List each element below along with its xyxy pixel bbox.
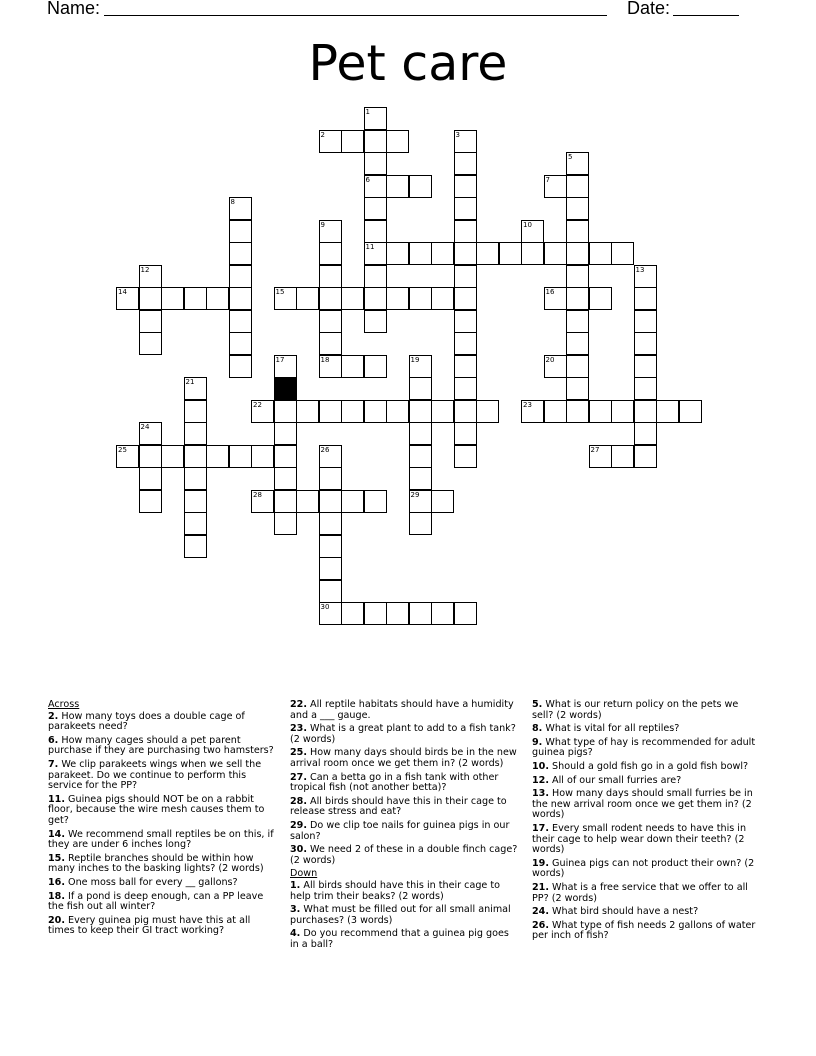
grid-cell[interactable] <box>184 287 207 310</box>
grid-cell[interactable] <box>364 197 387 220</box>
grid-cell[interactable] <box>319 130 342 153</box>
across-clue <box>48 760 276 792</box>
grid-cell[interactable] <box>184 422 207 445</box>
grid-cell[interactable] <box>566 197 589 220</box>
down-clue <box>532 921 760 942</box>
clue-number-label: 7. <box>48 758 59 770</box>
grid-cell[interactable] <box>454 265 477 288</box>
across-clue <box>48 878 276 889</box>
grid-cell[interactable] <box>431 400 454 423</box>
grid-cell[interactable] <box>566 355 589 378</box>
grid-cell[interactable] <box>544 355 567 378</box>
grid-cell[interactable] <box>229 197 252 220</box>
clue-number-label: 21. <box>532 881 549 893</box>
clue-number: 25 <box>118 445 127 454</box>
across-clue <box>48 892 276 913</box>
clue-text: Should a gold fish go in a gold fish bowl? <box>549 760 749 772</box>
grid-cell[interactable] <box>409 445 432 468</box>
across-clue <box>290 773 518 794</box>
grid-cell[interactable] <box>386 242 409 265</box>
grid-cell[interactable] <box>566 400 589 423</box>
grid-cell[interactable] <box>319 557 342 580</box>
clue-text: What is vital for all reptiles? <box>542 723 680 735</box>
clue-text: We recommend small reptiles be on this, if they are under 6 inches long? <box>48 828 274 851</box>
down-clue <box>532 724 760 735</box>
grid-cell[interactable] <box>319 265 342 288</box>
grid-cell[interactable] <box>229 287 252 310</box>
grid-cell[interactable] <box>589 445 612 468</box>
grid-cell[interactable] <box>364 265 387 288</box>
grid-cell[interactable] <box>409 400 432 423</box>
grid-cell[interactable] <box>319 220 342 243</box>
grid-cell[interactable] <box>634 332 657 355</box>
grid-cell[interactable] <box>319 580 342 603</box>
clue-number-label: 13. <box>532 788 549 800</box>
grid-cell[interactable] <box>364 602 387 625</box>
clue-number: 30 <box>320 603 330 611</box>
clue-number: 5 <box>568 153 573 161</box>
grid-cell[interactable] <box>634 445 657 468</box>
clue-text: What type of hay is recommended for adult guinea pigs? <box>532 736 756 759</box>
clue-number: 24 <box>140 423 150 431</box>
grid-cell[interactable] <box>274 400 297 423</box>
grid-cell[interactable] <box>229 445 252 468</box>
clue-number-label: 27. <box>290 771 307 783</box>
clue-number: 15 <box>275 288 285 296</box>
clues-column-2 <box>290 700 518 953</box>
grid-cell[interactable] <box>409 287 432 310</box>
grid-cell[interactable] <box>386 287 409 310</box>
clue-number: 20 <box>545 355 555 364</box>
clue-number: 18 <box>320 355 330 364</box>
grid-cell[interactable] <box>431 490 454 513</box>
black-square <box>274 377 297 400</box>
across-heading: Across <box>48 699 80 710</box>
grid-cell[interactable] <box>319 242 342 265</box>
clue-number-label: 23. <box>290 723 307 735</box>
grid-cell[interactable] <box>274 355 297 378</box>
grid-cell[interactable] <box>341 355 364 378</box>
grid-cell[interactable] <box>409 175 432 198</box>
clue-text: How many days should small furries be in the new arrival room once we get them in? (2 words) <box>532 788 753 821</box>
clue-number-label: 25. <box>290 747 307 759</box>
grid-cell[interactable] <box>431 242 454 265</box>
across-clue <box>48 854 276 875</box>
grid-cell[interactable] <box>229 310 252 333</box>
clue-number: 28 <box>253 490 262 499</box>
grid-cell[interactable] <box>274 445 297 468</box>
grid-cell[interactable] <box>116 287 139 310</box>
down-clue <box>532 859 760 880</box>
down-clue <box>290 905 518 926</box>
grid-cell[interactable] <box>409 377 432 400</box>
clue-number-label: 4. <box>290 928 301 940</box>
clue-number-label: 5. <box>532 699 543 710</box>
grid-cell[interactable] <box>139 287 162 310</box>
clue-text: Do we clip toe nails for guinea pigs in our salon? <box>290 819 510 842</box>
grid-cell[interactable] <box>589 242 612 265</box>
grid-cell[interactable] <box>454 377 477 400</box>
clue-number: 8 <box>230 198 235 206</box>
grid-cell[interactable] <box>454 220 477 243</box>
grid-cell[interactable] <box>544 400 567 423</box>
clue-text: Every small rodent needs to have this in their cage to help wear down their teeth? (2 words) <box>532 822 747 856</box>
grid-cell[interactable] <box>184 400 207 423</box>
clue-number: 2 <box>320 130 325 139</box>
grid-cell[interactable] <box>341 400 364 423</box>
grid-cell[interactable] <box>319 287 342 310</box>
clue-number: 6 <box>365 175 370 184</box>
grid-cell[interactable] <box>229 332 252 355</box>
grid-cell[interactable] <box>319 400 342 423</box>
grid-cell[interactable] <box>161 445 184 468</box>
grid-cell[interactable] <box>229 242 252 265</box>
grid-cell[interactable] <box>634 310 657 333</box>
grid-cell[interactable] <box>139 332 162 355</box>
puzzle-title: Pet care <box>308 35 508 92</box>
grid-cell[interactable] <box>454 355 477 378</box>
clue-number-label: 20. <box>48 914 65 926</box>
grid-cell[interactable] <box>116 445 139 468</box>
grid-cell[interactable] <box>454 242 477 265</box>
clue-number-label: 10. <box>532 760 549 772</box>
grid-cell[interactable] <box>566 377 589 400</box>
grid-cell[interactable] <box>139 467 162 490</box>
grid-cell[interactable] <box>409 512 432 535</box>
grid-cell[interactable] <box>566 152 589 175</box>
clue-number-label: 18. <box>48 890 65 902</box>
grid-cell[interactable] <box>296 287 319 310</box>
down-clue <box>532 883 760 904</box>
grid-cell[interactable] <box>139 445 162 468</box>
clue-number-label: 6. <box>48 734 59 746</box>
clue-number: 22 <box>253 400 262 409</box>
grid-cell[interactable] <box>364 130 387 153</box>
grid-cell[interactable] <box>454 130 477 153</box>
clue-text: If a pond is deep enough, can a PP leave the fish out all winter? <box>48 890 264 913</box>
grid-cell[interactable] <box>454 445 477 468</box>
across-clue <box>48 830 276 851</box>
down-clue <box>532 762 760 773</box>
grid-cell[interactable] <box>544 242 567 265</box>
clue-number: 9 <box>320 220 325 229</box>
grid-cell[interactable] <box>454 422 477 445</box>
clue-number-label: 22. <box>290 699 307 710</box>
across-clue <box>48 736 276 757</box>
grid-cell[interactable] <box>206 445 229 468</box>
grid-cell[interactable] <box>386 130 409 153</box>
clue-number: 1 <box>365 108 370 116</box>
clue-text: Every guinea pig must have this at all times to keep their GI tract working? <box>48 914 251 937</box>
grid-cell[interactable] <box>521 220 544 243</box>
grid-cell[interactable] <box>454 287 477 310</box>
grid-cell[interactable] <box>274 512 297 535</box>
grid-cell[interactable] <box>454 197 477 220</box>
grid-cell[interactable] <box>206 287 229 310</box>
grid-cell[interactable] <box>656 400 679 423</box>
down-clue <box>532 700 760 721</box>
grid-cell[interactable] <box>521 242 544 265</box>
grid-cell[interactable] <box>139 310 162 333</box>
clue-text: How many days should birds be in the new arrival room once we get them in? (2 words) <box>290 747 517 769</box>
grid-cell[interactable] <box>251 400 274 423</box>
down-heading: Down <box>290 868 318 880</box>
grid-cell[interactable] <box>274 422 297 445</box>
down-clue <box>532 776 760 787</box>
clue-number-label: 17. <box>532 822 549 834</box>
grid-cell[interactable] <box>521 400 544 423</box>
clue-text: All birds should have this in their cage to help trim their beaks? (2 words) <box>290 879 500 902</box>
grid-cell[interactable] <box>499 242 522 265</box>
grid-cell[interactable] <box>454 310 477 333</box>
clue-number-label: 2. <box>48 710 59 722</box>
down-clue <box>532 738 760 759</box>
grid-cell[interactable] <box>184 490 207 513</box>
clue-text: How many cages should a pet parent purchase if they are purchasing two hamsters? <box>48 734 274 757</box>
down-clue <box>290 881 518 902</box>
grid-cell[interactable] <box>386 400 409 423</box>
grid-cell[interactable] <box>454 175 477 198</box>
grid-cell[interactable] <box>161 287 184 310</box>
clue-text: One moss ball for every __ gallons? <box>65 876 238 888</box>
grid-cell[interactable] <box>454 152 477 175</box>
across-clue <box>290 748 518 769</box>
grid-cell[interactable] <box>566 265 589 288</box>
grid-cell[interactable] <box>611 400 634 423</box>
across-clue <box>290 797 518 818</box>
clue-text: Guinea pigs should NOT be on a rabbit floor, because the wire mesh causes them to get? <box>48 793 265 826</box>
clue-text: What type of fish needs 2 gallons of water per inch of fish? <box>532 919 756 942</box>
clue-text: What must be filled out for all small animal purchases? (3 words) <box>290 904 511 926</box>
clue-number: 27 <box>590 445 600 454</box>
across-clue <box>290 700 518 721</box>
clue-number: 23 <box>523 400 532 409</box>
grid-cell[interactable] <box>634 355 657 378</box>
grid-cell[interactable] <box>319 512 342 535</box>
grid-cell[interactable] <box>319 602 342 625</box>
grid-cell[interactable] <box>319 490 342 513</box>
grid-cell[interactable] <box>454 400 477 423</box>
grid-cell[interactable] <box>476 400 499 423</box>
clue-number: 19 <box>410 355 420 364</box>
grid-cell[interactable] <box>634 265 657 288</box>
grid-cell[interactable] <box>634 400 657 423</box>
clue-text: What bird should have a nest? <box>549 906 699 918</box>
grid-cell[interactable] <box>409 490 432 513</box>
name-label: Name: <box>47 0 101 18</box>
grid-cell[interactable] <box>611 445 634 468</box>
grid-cell[interactable] <box>296 400 319 423</box>
clue-number: 3 <box>455 130 460 139</box>
clues-column-1 <box>48 700 276 940</box>
grid-cell[interactable] <box>184 512 207 535</box>
clue-text: Do you recommend that a guinea pig goes in a ball? <box>290 928 509 950</box>
grid-cell[interactable] <box>364 242 387 265</box>
clue-number: 11 <box>365 243 375 251</box>
across-clue <box>290 845 518 866</box>
grid-cell[interactable] <box>544 287 567 310</box>
grid-cell[interactable] <box>319 445 342 468</box>
grid-cell[interactable] <box>431 602 454 625</box>
grid-cell[interactable] <box>386 602 409 625</box>
clue-text: All of our small furries are? <box>549 774 682 786</box>
clue-number-label: 24. <box>532 906 549 918</box>
down-clue <box>290 929 518 950</box>
grid-cell[interactable] <box>364 152 387 175</box>
grid-cell[interactable] <box>341 130 364 153</box>
grid-cell[interactable] <box>364 175 387 198</box>
grid-cell[interactable] <box>319 332 342 355</box>
clue-number-label: 11. <box>48 793 65 805</box>
grid-cell[interactable] <box>319 310 342 333</box>
grid-cell[interactable] <box>341 490 364 513</box>
grid-cell[interactable] <box>634 287 657 310</box>
clue-number: 12 <box>140 265 150 274</box>
grid-cell[interactable] <box>566 242 589 265</box>
clues-column-3 <box>532 700 760 945</box>
clue-text: Reptile branches should be within how many inches to the basking lights? (2 words) <box>48 852 264 875</box>
grid-cell[interactable] <box>544 175 567 198</box>
grid-cell[interactable] <box>566 175 589 198</box>
grid-cell[interactable] <box>409 242 432 265</box>
across-clue <box>48 795 276 827</box>
clue-number-label: 30. <box>290 844 307 856</box>
clue-text: What is a free service that we offer to all PP? (2 words) <box>532 881 748 904</box>
grid-cell[interactable] <box>139 422 162 445</box>
grid-cell[interactable] <box>296 490 319 513</box>
grid-cell[interactable] <box>589 287 612 310</box>
across-clue <box>48 916 276 937</box>
clue-text: All birds should have this in their cage to release stress and eat? <box>290 795 507 818</box>
grid-cell[interactable] <box>364 400 387 423</box>
grid-cell[interactable] <box>319 535 342 558</box>
grid-cell[interactable] <box>184 467 207 490</box>
grid-cell[interactable] <box>566 332 589 355</box>
clue-number: 13 <box>635 265 645 274</box>
grid-cell[interactable] <box>364 310 387 333</box>
grid-cell[interactable] <box>341 602 364 625</box>
clue-number: 29 <box>410 490 420 499</box>
down-clue <box>532 907 760 918</box>
clue-text: What is a great plant to add to a fish tank? (2 words) <box>290 723 516 745</box>
clue-number: 10 <box>523 220 532 229</box>
clue-number-label: 15. <box>48 852 65 864</box>
clue-number: 21 <box>185 378 195 386</box>
grid-cell[interactable] <box>274 287 297 310</box>
grid-cell[interactable] <box>634 377 657 400</box>
clue-number-label: 8. <box>532 723 543 735</box>
across-clue <box>290 724 518 745</box>
clue-number: 16 <box>545 288 555 296</box>
clue-text: We need 2 of these in a double finch cage? (2 words) <box>290 844 518 866</box>
grid-cell[interactable] <box>431 287 454 310</box>
grid-cell[interactable] <box>319 355 342 378</box>
clue-number-label: 9. <box>532 736 543 748</box>
grid-cell[interactable] <box>139 490 162 513</box>
grid-cell[interactable] <box>184 445 207 468</box>
clue-number-label: 28. <box>290 795 307 807</box>
grid-cell[interactable] <box>364 220 387 243</box>
grid-cell[interactable] <box>229 355 252 378</box>
clue-number-label: 12. <box>532 774 549 786</box>
clue-number-label: 19. <box>532 857 549 869</box>
down-clue <box>532 824 760 856</box>
grid-cell[interactable] <box>566 287 589 310</box>
clue-text: Can a betta go in a fish tank with other tropical fish (not another betta)? <box>290 771 499 794</box>
grid-cell[interactable] <box>184 535 207 558</box>
grid-cell[interactable] <box>566 310 589 333</box>
grid-cell[interactable] <box>386 175 409 198</box>
clue-number-label: 14. <box>48 828 65 840</box>
clue-text: Guinea pigs can not product their own? (2 words) <box>532 857 755 880</box>
grid-cell[interactable] <box>409 467 432 490</box>
clue-number-label: 16. <box>48 876 65 888</box>
grid-cell[interactable] <box>566 220 589 243</box>
grid-cell[interactable] <box>476 242 499 265</box>
grid-cell[interactable] <box>364 287 387 310</box>
date-label: Date: <box>627 0 671 18</box>
grid-cell[interactable] <box>634 422 657 445</box>
clue-text: How many toys does a double cage of parakeets need? <box>48 710 245 733</box>
grid-cell[interactable] <box>341 287 364 310</box>
grid-cell[interactable] <box>229 265 252 288</box>
grid-cell[interactable] <box>139 265 162 288</box>
grid-cell[interactable] <box>274 467 297 490</box>
clue-number: 14 <box>118 288 127 296</box>
grid-cell[interactable] <box>364 490 387 513</box>
down-clue <box>532 789 760 821</box>
grid-cell[interactable] <box>274 490 297 513</box>
across-clue <box>290 821 518 842</box>
across-clue <box>48 712 276 733</box>
grid-cell[interactable] <box>364 107 387 130</box>
grid-cell[interactable] <box>184 377 207 400</box>
clue-number: 17 <box>275 355 285 364</box>
clue-text: We clip parakeets wings when we sell the parakeet. Do we continue to perform this service for the PP? <box>48 758 262 792</box>
grid-cell[interactable] <box>611 242 634 265</box>
clue-number-label: 29. <box>290 819 307 831</box>
clue-number-label: 1. <box>290 879 301 891</box>
clue-number-label: 3. <box>290 904 301 916</box>
clue-number: 26 <box>320 445 330 454</box>
clue-text: All reptile habitats should have a humidity and a ___ gauge. <box>290 699 514 721</box>
clue-number-label: 26. <box>532 919 549 931</box>
clue-text: What is our return policy on the pets we sell? (2 words) <box>532 699 739 721</box>
grid-cell[interactable] <box>319 467 342 490</box>
grid-cell[interactable] <box>251 445 274 468</box>
grid-cell[interactable] <box>251 490 274 513</box>
grid-cell[interactable] <box>409 355 432 378</box>
grid-cell[interactable] <box>454 602 477 625</box>
grid-cell[interactable] <box>409 602 432 625</box>
grid-cell[interactable] <box>679 400 702 423</box>
grid-cell[interactable] <box>454 332 477 355</box>
grid-cell[interactable] <box>364 355 387 378</box>
grid-cell[interactable] <box>409 422 432 445</box>
grid-cell[interactable] <box>589 400 612 423</box>
grid-cell[interactable] <box>229 220 252 243</box>
clue-number: 7 <box>545 175 550 184</box>
